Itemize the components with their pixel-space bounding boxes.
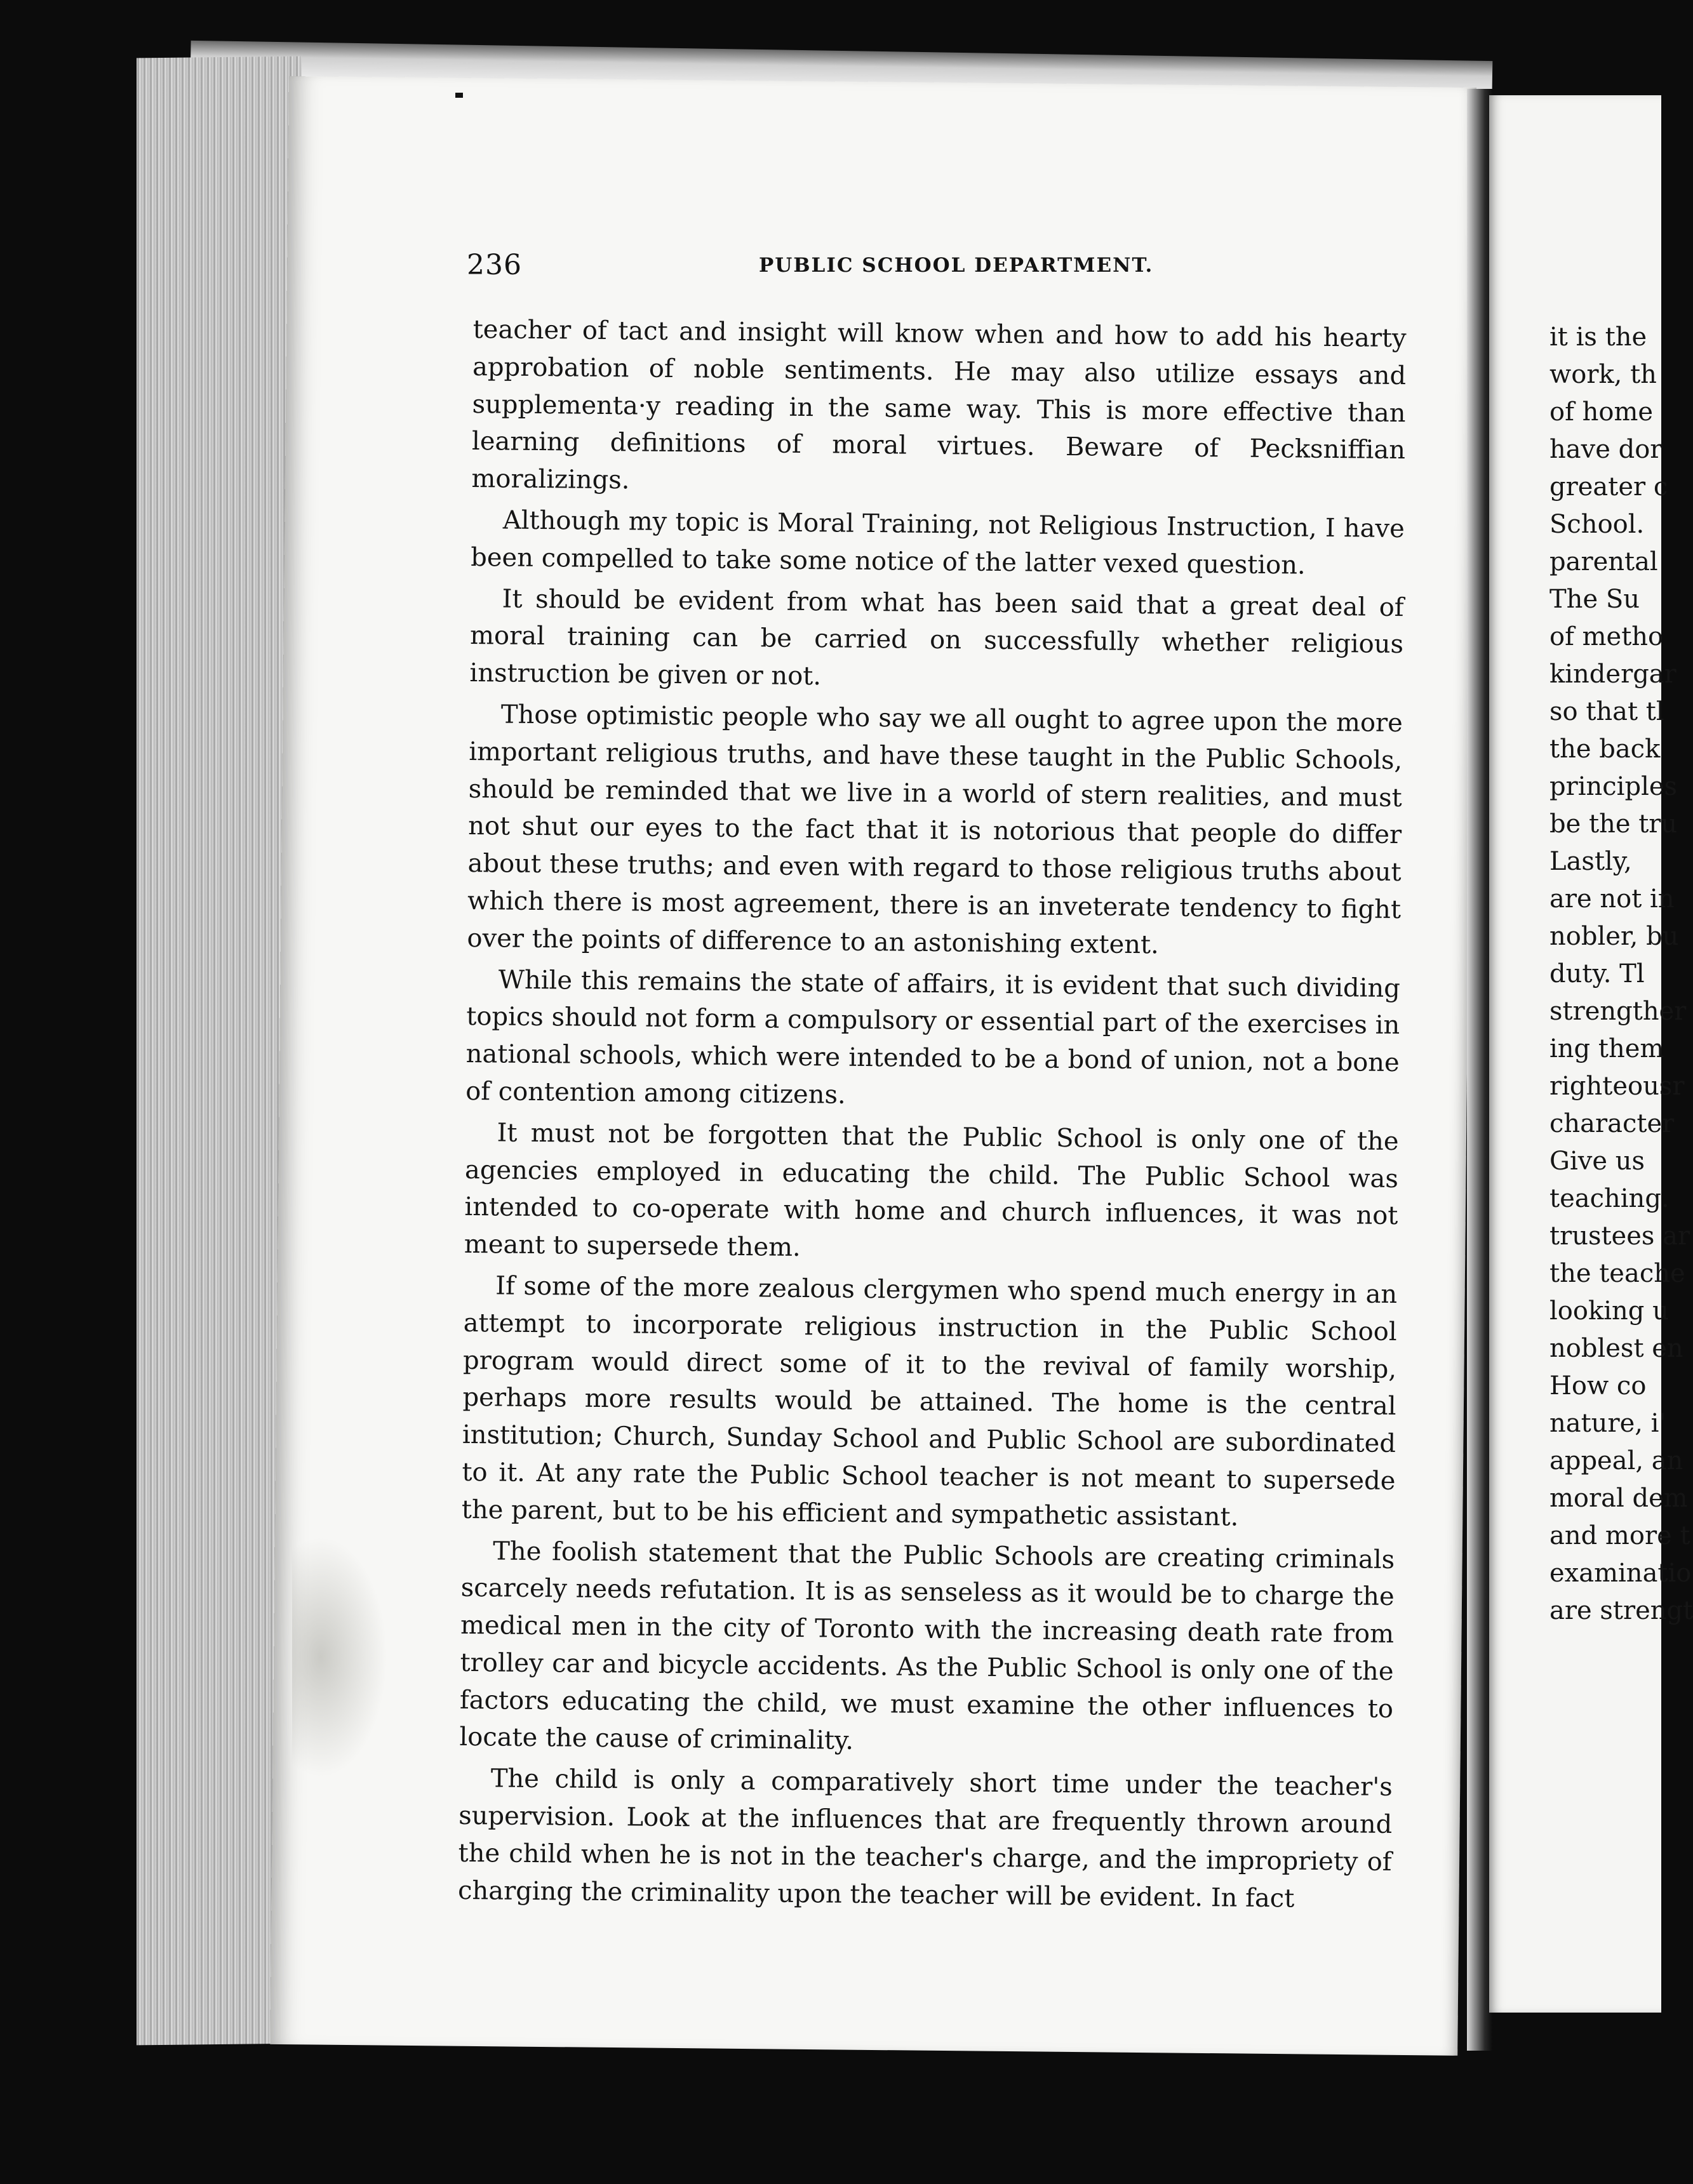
text-line: teaching. bbox=[1549, 1184, 1670, 1213]
paragraph: Although my topic is Moral Training, not Religious Instruction, I have been compelled to take some notice of the latter vexed question. bbox=[471, 505, 1405, 580]
text-line: Give us bbox=[1549, 1147, 1645, 1176]
text-line: nature, i' bbox=[1549, 1409, 1666, 1438]
text-line: righteousr bbox=[1549, 1072, 1685, 1101]
paragraph: teacher of tact and insight will know when and how to add his hearty approbation of noble sentiments. He may also utilize essays and supplementa·y reading in the same way. This is more effective than learning definitions of moral virtues. Beware of Pecksniffian moralizings. bbox=[471, 314, 1407, 495]
text-line: School. bbox=[1549, 510, 1645, 539]
text-line: the teache bbox=[1549, 1259, 1685, 1288]
text-line: parental bbox=[1549, 547, 1658, 576]
page-number: 236 bbox=[467, 249, 522, 281]
text-line: the back bbox=[1549, 735, 1661, 764]
page-header bbox=[467, 249, 1457, 287]
paragraph: It must not be forgotten that the Public School is only one of the agencies employed in educating the child. The Public School was intended to co-operate with home and church influences, it was not meant to supersede them. bbox=[464, 1118, 1399, 1263]
text-line: ing them bbox=[1549, 1034, 1664, 1063]
text-line: and more t bbox=[1549, 1521, 1690, 1550]
text-line: duty. Tl bbox=[1549, 959, 1645, 989]
paragraph: While this remains the state of affairs, it is evident that such dividing topics should not form a compulsory or essential part of the exercises in national schools, which were intended to be a bond of union, not a bone of contention among citizens. bbox=[465, 964, 1401, 1110]
right-page-body bbox=[1549, 319, 1693, 1630]
text-line: are strengt bbox=[1549, 1596, 1693, 1625]
text-line: are not in bbox=[1549, 884, 1675, 914]
paragraph: Those optimistic people who say we all ought to agree upon the more important religious truths, and have these taught in the Public Schools, should be reminded that we live in a world of stern realities, and must not shut our eyes to the fact that it is notorious that people do differ about these truths; and even with regard to those religious truths about which there is most agreement, there is an inveterate tendency to fight over the points of difference to an astonishing extent. bbox=[467, 700, 1403, 960]
book-gutter bbox=[1467, 89, 1492, 2051]
ink-speck bbox=[455, 93, 463, 98]
text-line: be the tru bbox=[1549, 809, 1678, 839]
text-line: The Su bbox=[1549, 585, 1640, 614]
text-line: moral dem bbox=[1549, 1484, 1688, 1513]
text-line: so that tl bbox=[1549, 697, 1664, 726]
text-line: have dor bbox=[1549, 435, 1663, 464]
text-line: strengther bbox=[1549, 997, 1687, 1026]
text-line: Lastly, bbox=[1549, 847, 1632, 876]
text-line: appeal, an bbox=[1549, 1446, 1683, 1475]
text-line: How co bbox=[1549, 1371, 1647, 1401]
text-line: trustees ar bbox=[1549, 1222, 1690, 1251]
water-stain bbox=[292, 1536, 387, 1778]
text-line: character bbox=[1549, 1109, 1675, 1138]
left-page-body bbox=[458, 311, 1407, 1922]
text-line: of home bbox=[1549, 397, 1654, 427]
text-line: nobler, bu bbox=[1549, 922, 1679, 951]
text-line: greater c bbox=[1549, 472, 1668, 502]
text-line: examinatio bbox=[1549, 1559, 1692, 1588]
text-line: principles bbox=[1549, 772, 1678, 801]
text-line: of metho bbox=[1549, 622, 1664, 651]
paragraph: It should be evident from what has been said that a great deal of moral training can be carried on successfully whether religious instruction be given or not. bbox=[469, 584, 1404, 691]
text-line: noblest en bbox=[1549, 1334, 1683, 1363]
paragraph: The child is only a comparatively short time under the teacher's supervision. Look at the influences that are frequently thrown around the child when he is not in the teacher's charge, and the impropriety of charging the criminality upon the teacher will be evident. In fact bbox=[457, 1764, 1393, 1914]
text-line: work, th bbox=[1549, 360, 1657, 389]
paragraph: If some of the more zealous clergymen who spend much energy in an attempt to incorporate religious instruction in the Public School program would direct some of it to the revival of family worship, perhaps more results would be attained. The home is the central institution; Church, Sunday School and Public School are subordinated to it. At any rate the Public School teacher is not meant to supersede the parent, but to be his efficient and sympathetic assistant. bbox=[461, 1271, 1398, 1532]
text-line: kindergar bbox=[1549, 660, 1676, 689]
text-line: looking u bbox=[1549, 1296, 1669, 1326]
paragraph: The foolish statement that the Public Schools are creating criminals scarcely needs refutation. It is as senseless as it would be to charge the medical men in the city of Toronto with the increasing death rate from trolley car and bicycle accidents. As the Public School is only one of the factors educating the child, we must examine the other influences to locate the cause of criminality. bbox=[459, 1536, 1395, 1756]
text-line: it is the bbox=[1549, 323, 1647, 352]
running-head: PUBLIC SCHOOL DEPARTMENT. bbox=[759, 254, 1154, 277]
